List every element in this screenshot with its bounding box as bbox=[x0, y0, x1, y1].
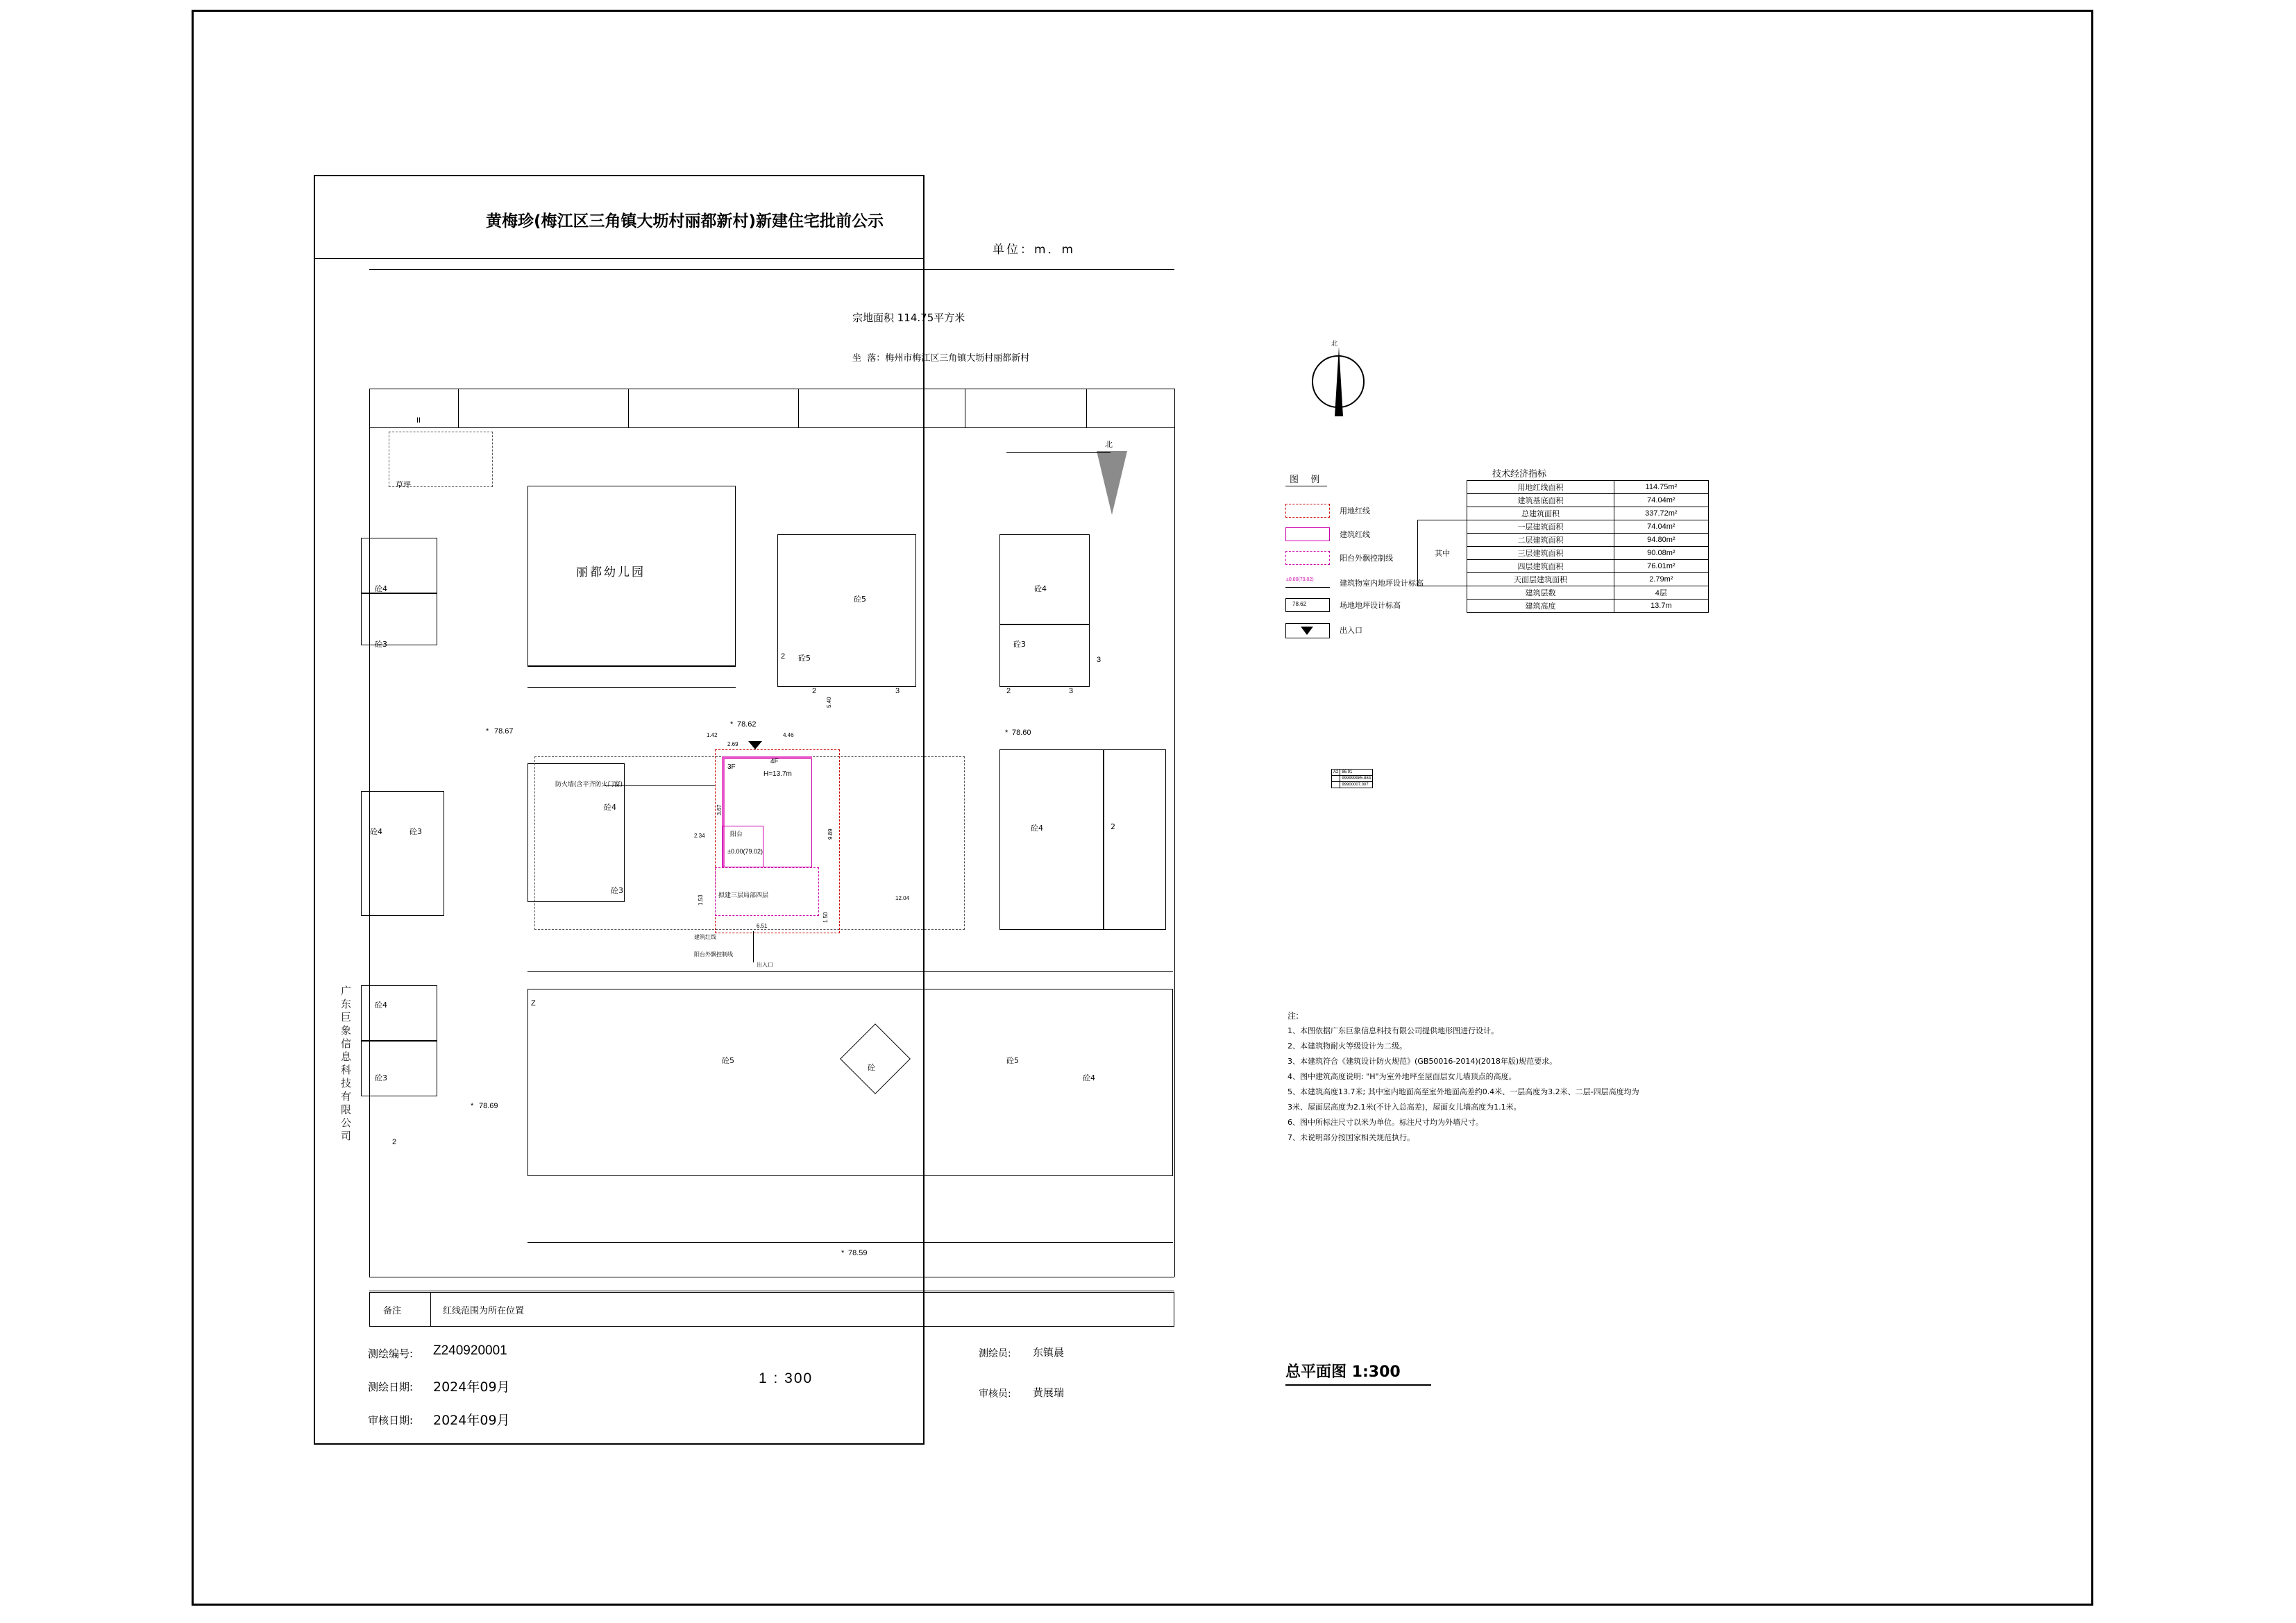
legend-label-2: 阳台外飘控制线 bbox=[1340, 554, 1393, 563]
firewall-label: 防火墙(含平齐防火门窗) bbox=[555, 781, 623, 788]
notes-line-0: 1、本图依据广东巨象信息科技有限公司提供地形图进行设计。 bbox=[1288, 1026, 1499, 1035]
notes-line-6: 6、图中所标注尺寸以米为单位。标注尺寸均为外墙尺寸。 bbox=[1288, 1118, 1483, 1127]
cell-value: 74.04m² bbox=[1614, 520, 1708, 534]
lawn-label: 草坪 bbox=[396, 480, 411, 489]
lot-label: 砼4 bbox=[375, 1001, 387, 1010]
survey-date-label: 测绘日期: bbox=[368, 1381, 414, 1393]
lot-label: 2 bbox=[1111, 822, 1115, 831]
scale-value: 1 : 300 bbox=[759, 1370, 813, 1386]
north-arrow-plan bbox=[1097, 451, 1127, 515]
lot-label: 砼3 bbox=[375, 640, 387, 649]
table-row bbox=[1418, 600, 1709, 613]
dim: 6.51 bbox=[757, 923, 768, 929]
note-under-label: 拟建三层局部四层 bbox=[718, 892, 769, 899]
lot-label: 砼3 bbox=[375, 1073, 387, 1082]
dim: 4.46 bbox=[783, 732, 794, 738]
notes-line-5: 3米、屋面层高度为2.1米(不计入总高差)，屋面女儿墙高度为1.1米。 bbox=[1288, 1103, 1521, 1112]
elev-label: 78.60 bbox=[1012, 729, 1031, 737]
dim: 1.53 bbox=[698, 894, 704, 906]
cell-name: 四层建筑面积 bbox=[1467, 560, 1614, 573]
table-row bbox=[1332, 782, 1373, 788]
legend-label-5: 出入口 bbox=[1340, 626, 1362, 635]
page-title: 黄梅珍(梅江区三角镇大坜村丽都新村)新建住宅批前公示 bbox=[486, 212, 884, 230]
cell-value: 13.7m bbox=[1614, 600, 1708, 613]
dim: 1.50 bbox=[822, 912, 829, 923]
lot-label: 砼4 bbox=[370, 827, 382, 836]
notes-line-2: 3、本建筑符合《建筑设计防火规范》(GB50016-2014)(2018年版)规范要求。 bbox=[1288, 1057, 1558, 1066]
notes-line-4: 5、本建筑高度13.7米; 其中室内地面高至室外地面高差约0.4米、一层高度为3.2米、二层-四层高度均为 bbox=[1288, 1087, 1639, 1096]
kindergarten-label: 丽都幼儿园 bbox=[576, 566, 645, 579]
table-row bbox=[1332, 770, 1373, 776]
remark-label: 备注 bbox=[383, 1306, 402, 1316]
cell-b: 999999985.884 bbox=[1340, 776, 1373, 782]
lot-label: 砼3 bbox=[1013, 640, 1026, 649]
lot-label: 砼4 bbox=[1031, 824, 1043, 833]
balcony-label: 阳台 bbox=[730, 831, 743, 838]
legend-label-3: 建筑物室内地坪设计标高 bbox=[1340, 579, 1424, 588]
notes-line-7: 7、未说明部分按国家相关规范执行。 bbox=[1288, 1133, 1415, 1142]
legend-swatch-balcony-line bbox=[1285, 551, 1330, 565]
legend-value-site-elev: 78.62 bbox=[1292, 601, 1307, 607]
cell-name: 建筑层数 bbox=[1467, 586, 1614, 600]
legend-value-indoor-elev: ±0.00(79.02) bbox=[1286, 577, 1314, 582]
lot-label: 砼3 bbox=[410, 827, 422, 836]
drawing-sheet: 黄梅珍(梅江区三角镇大坜村丽都新村)新建住宅批前公示 单位：m．m 宗地面积 114.75平方米 坐 落：梅州市梅江区三角镇大坜村丽都新村 北 丽都幼儿园 草坪 II 砼4 砼3 砼4 砼3 砼4 砼3 2 砼4 砼3 砼5 2 砼5 2 3 砼4 砼3 3 2 3 砼4 2 砼5 砼5 砼4 Z 砼 78.59 * 3F 4F H=13.7m 阳台 ±0.00(79.02) 拟建三层局部四层 防火墙(含平齐防火门窗) 建筑红线 阳台外飘控制线 出入口 1.42 2.69 4.46 5.40 3.67 2.34 9.89 12.04 1.53 6.51 1.50 * 78.67 * 78.62 * 78.60 * 78.69 备注 红线范围为所在位置 测绘编号: Z240920001 测绘日期: 2024年09月 审核日期: 2024年09月 1 : 300 测绘员: 东镇晨 审核员: 黄展瑞 广东巨象信息科技有限公司 北 图 例 用地红线 建筑红线 阳台外飘控制线 ±0.00(79.02) 建筑物室内地坪设计标高 78.62 场地地坪设计标高 出入口 技术经济指标 用地红线面积 114.75m² 建筑基底面积 74.04m² 总建筑面积 337.72m² 其中 一层建筑面积 74.04m² 二层建筑面积 94.80m² 三层建筑面积 90.08m² 四层建筑面积 76.01m² 天面层建筑面积 2.79m² 建筑层数 4层 建筑高度 13.7m A2 86.91 999999985.884 99900007.007 注: 1、本图依据广东巨象信息科技有限公司提供地形图进行设计。 2、本建筑物耐火等级设计为二级。 3、本建筑符合《建筑设计防火规范》(GB50016-2014)(2018年版)规范要求。 4、图中建筑高度说明: "H"为室外地坪至屋面层女儿墙顶点的高度。 5、本建筑高度13.7米; 其中室内地面高至室外地面高差约0.4米、一层高度为3.2米、二层-四层高度均为 3米、屋面层高度为2.1米(不计入总高差)，屋面女儿墙高度为1.1米。 6、图中所标注尺寸以米为单位。标注尺寸均为外墙尺寸。 7、未说明部分按国家相关规范执行。 总平面图 1:300 bbox=[0, 0, 2296, 1623]
redline-label: 建筑红线 bbox=[694, 934, 716, 940]
cell-name: 用地红线面积 bbox=[1467, 481, 1614, 494]
cell-value: 114.75m² bbox=[1614, 481, 1708, 494]
cell-name: 二层建筑面积 bbox=[1467, 534, 1614, 547]
surveyor-label: 测绘员: bbox=[979, 1348, 1011, 1359]
cell-name: 总建筑面积 bbox=[1467, 507, 1614, 520]
checker-value: 黄展瑞 bbox=[1033, 1386, 1065, 1399]
cell-name: 建筑高度 bbox=[1467, 600, 1614, 613]
legend-label-1: 建筑红线 bbox=[1340, 530, 1370, 539]
lot-label: 砼5 bbox=[722, 1056, 734, 1065]
legend-title: 图 例 bbox=[1290, 475, 1322, 485]
cell-name: 一层建筑面积 bbox=[1467, 520, 1614, 534]
dim: 2.69 bbox=[727, 741, 738, 747]
unit-label: 单位：m．m bbox=[993, 243, 1076, 257]
address-text: 坐 落：梅州市梅江区三角镇大坜村丽都新村 bbox=[852, 353, 1030, 364]
cell-a bbox=[1332, 782, 1340, 788]
cell-value: 90.08m² bbox=[1614, 547, 1708, 560]
legend-label-4: 场地地坪设计标高 bbox=[1340, 601, 1401, 610]
elev-label: 78.69 bbox=[479, 1102, 498, 1110]
cell-b: 99900007.007 bbox=[1340, 782, 1373, 788]
plan-title: 总平面图 1:300 bbox=[1285, 1363, 1401, 1381]
notes-line-3: 4、图中建筑高度说明: "H"为室外地坪至屋面层女儿墙顶点的高度。 bbox=[1288, 1072, 1517, 1081]
lot-label: 砼5 bbox=[854, 595, 866, 604]
legend-label-0: 用地红线 bbox=[1340, 507, 1370, 516]
cell-name: 三层建筑面积 bbox=[1467, 547, 1614, 560]
table-row bbox=[1418, 507, 1709, 520]
entrance-icon bbox=[1301, 627, 1313, 635]
cell-value: 94.80m² bbox=[1614, 534, 1708, 547]
table-row bbox=[1332, 776, 1373, 782]
height-label: H=13.7m bbox=[763, 770, 792, 778]
indicators-title: 技术经济指标 bbox=[1492, 469, 1547, 479]
notes-line-1: 2、本建筑物耐火等级设计为二级。 bbox=[1288, 1042, 1407, 1051]
elev-main-label: ±0.00(79.02) bbox=[727, 848, 763, 855]
cell-value: 76.01m² bbox=[1614, 560, 1708, 573]
indicators-table bbox=[1417, 480, 1709, 613]
floor3-label: 3F bbox=[727, 763, 736, 771]
cell-value: 337.72m² bbox=[1614, 507, 1708, 520]
cell-value: 74.04m² bbox=[1614, 494, 1708, 507]
dim: 5.40 bbox=[826, 697, 832, 708]
legend-swatch-land-redline bbox=[1285, 504, 1330, 518]
table-row bbox=[1418, 481, 1709, 494]
survey-date-value: 2024年09月 bbox=[433, 1379, 510, 1395]
checker-label: 审核员: bbox=[979, 1388, 1011, 1400]
check-date-value: 2024年09月 bbox=[433, 1413, 510, 1428]
elev-label: 78.59 bbox=[848, 1249, 868, 1257]
cell-a bbox=[1332, 776, 1340, 782]
notes-title: 注: bbox=[1288, 1011, 1299, 1021]
balconyline-label: 阳台外飘控制线 bbox=[694, 951, 733, 958]
entrance-label: 出入口 bbox=[757, 962, 773, 968]
cell-b: 86.91 bbox=[1340, 770, 1373, 776]
elev-label: 78.62 bbox=[737, 720, 757, 729]
cell-a: A2 bbox=[1332, 770, 1340, 776]
north-label: 北 bbox=[1105, 440, 1113, 449]
elev-label: 78.67 bbox=[494, 727, 514, 736]
cell-value: 4层 bbox=[1614, 586, 1708, 600]
table-row bbox=[1418, 520, 1709, 534]
lot-label: 砼4 bbox=[1034, 584, 1047, 593]
coordinate-micro-table bbox=[1331, 769, 1373, 788]
dim: 3.67 bbox=[716, 804, 723, 815]
table-row bbox=[1418, 494, 1709, 507]
dim: 1.42 bbox=[707, 732, 718, 738]
compass-needle-icon bbox=[1335, 347, 1343, 416]
remark-text: 红线范围为所在位置 bbox=[443, 1306, 525, 1316]
cell-group: 其中 bbox=[1418, 520, 1467, 586]
dim: 12.04 bbox=[895, 895, 910, 901]
dim: 9.89 bbox=[827, 829, 834, 840]
lot-label: 砼5 bbox=[1006, 1056, 1019, 1065]
survey-no-label: 测绘编号: bbox=[368, 1348, 414, 1360]
watermark-text: 广东巨象信息科技有限公司 bbox=[339, 985, 352, 1144]
cell-value: 2.79m² bbox=[1614, 573, 1708, 586]
lot-label: 砼4 bbox=[375, 584, 387, 593]
survey-no-value: Z240920001 bbox=[433, 1343, 507, 1358]
check-date-label: 审核日期: bbox=[368, 1414, 414, 1427]
lot-label: 砼4 bbox=[1083, 1073, 1095, 1082]
legend-swatch-building-redline bbox=[1285, 527, 1330, 541]
surveyor-value: 东镇晨 bbox=[1033, 1346, 1065, 1359]
lot-label: 砼4 bbox=[604, 803, 616, 812]
floors-label: 4F bbox=[770, 758, 779, 765]
lot-label: 砼3 bbox=[611, 886, 623, 895]
table-row bbox=[1418, 586, 1709, 600]
cell-name: 天面层建筑面积 bbox=[1467, 573, 1614, 586]
cell-name: 建筑基底面积 bbox=[1467, 494, 1614, 507]
land-area-text: 宗地面积 114.75平方米 bbox=[852, 312, 965, 324]
entrance-triangle-icon bbox=[748, 741, 762, 749]
dim: 2.34 bbox=[694, 833, 705, 839]
lot-label: 砼5 bbox=[798, 654, 811, 663]
